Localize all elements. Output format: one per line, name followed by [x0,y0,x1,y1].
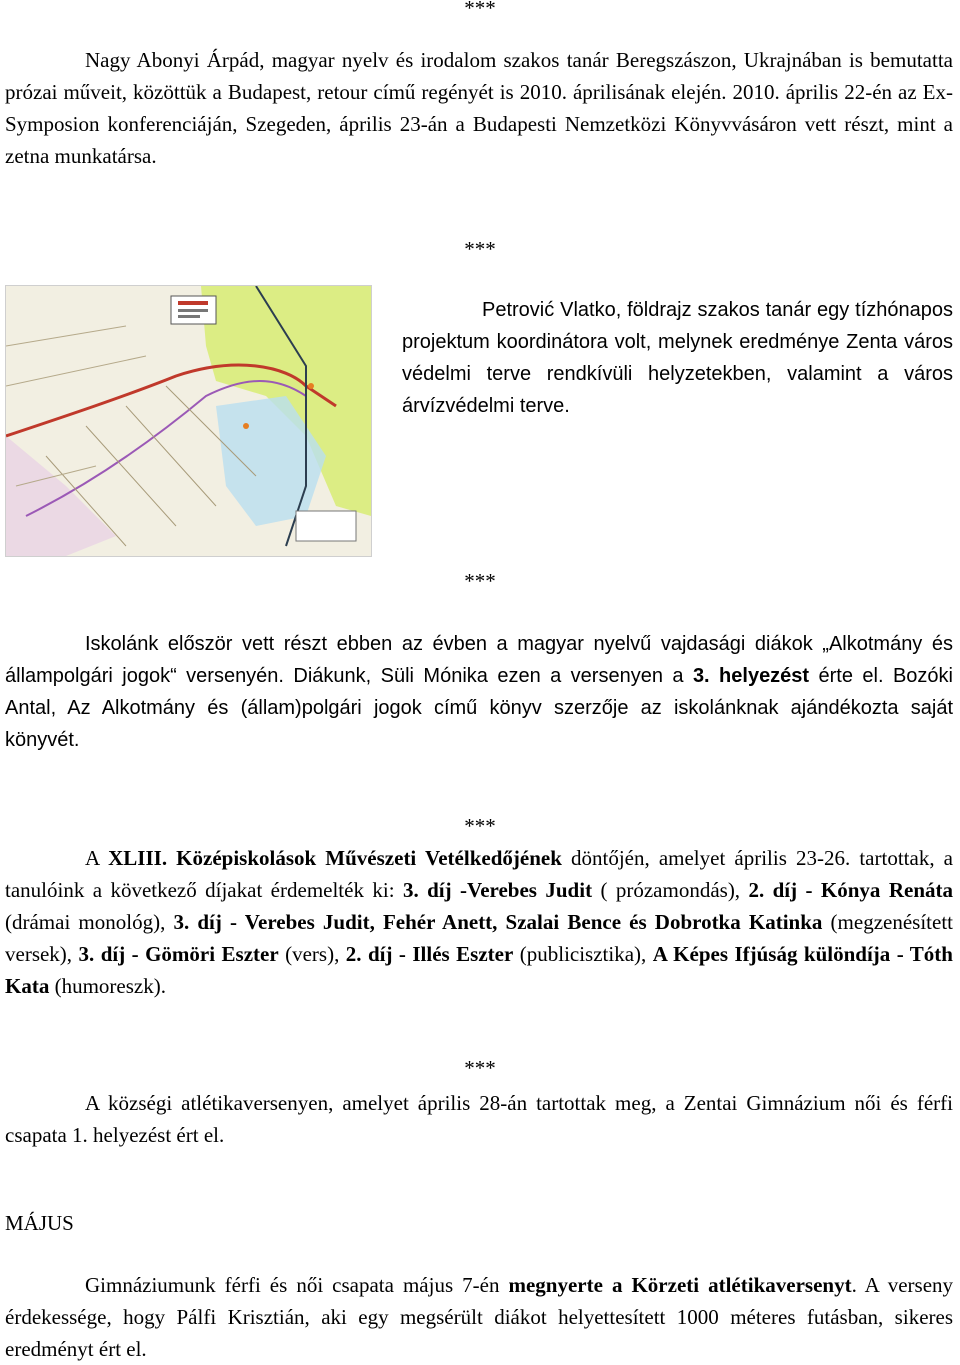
p4-segment: ( prózamondás), [592,878,749,902]
p4-segment: 2. díj - Kónya Renáta [748,878,953,902]
p4-segment: 3. díj -Verebes Judit [402,878,593,902]
paragraph-atletika: A községi atlétikaversenyen, amelyet április 28-án tartottak meg, a Zentai Gimnázium női és férfi csapata 1. helyezést ért el. [5,1091,953,1147]
separator-5: *** [464,1056,496,1080]
p4-segment: (publicisztika), [513,942,653,966]
separator-3: *** [464,569,496,593]
paragraph-nagy-abonyi: Nagy Abonyi Árpád, magyar nyelv és irodalom szakos tanár Beregszászon, Ukrajnában is bemutatta prózai műveit, közöttük a Budapest, retour című regényét is 2010. áprilisának elején. 2010. április 22-én az Ex-Symposion konferenciáján, Szegeden, április 23-án a Budapesti Nemzetközi Könyvvásáron vett részt, mint a zetna munkatársa. [5,48,953,168]
paragraph-vetelkedo [5,842,953,1002]
separator-2: *** [464,237,496,261]
p4-segment: (megzenésített versek), [5,910,953,966]
paragraph-korzeti [5,1269,953,1365]
p4-segment: 3. díj - Gömöri Eszter [78,942,279,966]
p4-segment: 2. díj - Illés Eszter [345,942,514,966]
city-map-image [5,285,372,557]
separator-1: *** [464,0,496,20]
p4-segment: A [85,846,109,870]
p4-segment: (vers), [278,942,346,966]
p4-segment: A Képes Ifjúság különdíja - Tóth Kata [5,942,953,998]
p4-segment: (humoreszk). [49,974,166,998]
p3-text-b: 3. helyezést [692,665,810,687]
p3-text-a: Iskolánk először vett részt ebben az évben a magyar nyelvű vajdasági diákok „Alkotmány és állampolgári jogok“ versenyén. Diákunk, Süli Mónika ezen a versenyen a [5,633,953,687]
p4-segment: 3. díj - Verebes Judit, Fehér Anett, Szalai Bence és Dobrotka Katinka [173,910,823,934]
p6-text-c: . A verseny érdekessége, hogy Pálfi Krisztián, aki egy megsérült diákot helyettesített 1000 méteres futásban, sikeres eredményt ért el. [5,1273,954,1361]
paragraph-alkotmany [5,628,953,756]
p4-segment: (drámai monológ), [5,910,174,934]
p4-segment: XLIII. Középiskolások Művészeti Vetélkedőjének [108,846,562,870]
p4-segment: döntőjén, amelyet április 23-26. tartottak, a tanulóink a következő díjakat érdemelték ki: [5,846,953,902]
separator-4: *** [464,814,496,838]
p3-text-c: érte el. Bozóki Antal, Az Alkotmány és (állam)polgári jogok című könyv szerzője az iskolánknak ajándékozta saját könyvét. [5,665,953,751]
map-drawing [6,286,371,556]
month-heading: MÁJUS [5,1211,74,1235]
paragraph-petrovic: Petrović Vlatko, földrajz szakos tanár egy tízhónapos projektum koordinátora volt, melynek eredménye Zenta város védelmi terve rendkívüli helyzetekben, valamint a város árvízvédelmi terve. [402,299,953,417]
p6-text-b: megnyerte a Körzeti atlétikaversenyt [508,1273,852,1297]
p6-text-a: Gimnáziumunk férfi és női csapata május 7-én [85,1273,509,1297]
